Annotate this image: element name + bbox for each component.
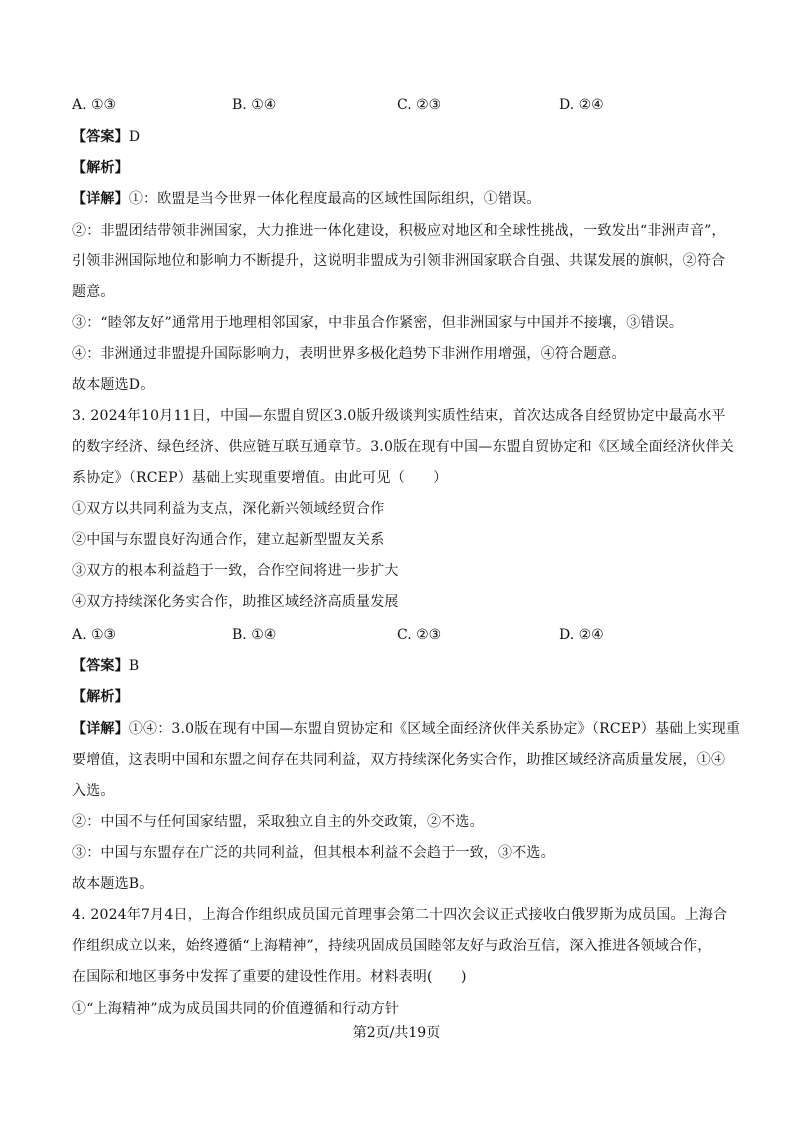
q3-detail-line: 入选。 [72,783,115,799]
option-d: D. ②④ [559,97,604,113]
q3-analysis-title: 【解析】 [72,689,129,705]
q2-options [72,95,732,115]
q3-stem-line: 系协定》（RCEP）基础上实现重要增值。由此可见（ ） [72,470,448,486]
q3-stem-line: 的数字经济、绿色经济、供应链互联互通章节。3.0版在现有中国—东盟自贸协定和《区域全面经济伙伴关 [72,439,734,455]
q2-detail-line: 引领非洲国际地位和影响力不断提升，这说明非盟成为引领非洲国家联合自强、共谋发展的旗帜，②符合 [72,253,726,269]
q3-statement: ①双方以共同利益为支点，深化新兴领域经贸合作 [72,501,385,517]
q3-stem-line: 3. 2024年10月11日，中国—东盟自贸区3.0版升级谈判实质性结束，首次达成各自经贸协定中最高水平 [72,408,726,424]
option-a: A. ①③ [72,627,117,643]
page-footer: 第2页/共19页 [352,1025,441,1041]
q2-analysis-title: 【解析】 [72,160,129,176]
q2-detail-line: 题意。 [72,284,115,300]
q3-options [72,625,732,645]
q3-detail-line: 要增值，这表明中国和东盟之间存在共同利益，双方持续深化务实合作，助推区域经济高质量发展，①④ [72,752,726,768]
q3-answer [72,656,732,676]
q2-answer [72,127,732,147]
q2-detail-line: 【详解】①：欧盟是当今世界一体化程度最高的区域性国际组织，①错误。 [72,191,541,207]
option-c: C. ②③ [397,627,442,643]
answer-label: 【答案】 [72,658,129,674]
q3-detail-line: 【详解】①④：3.0版在现有中国—东盟自贸协定和《区域全面经济伙伴关系协定》（RCEP）基础上实现重 [72,721,741,737]
q2-detail-line: ②：非盟团结带领非洲国家，大力推进一体化建设，积极应对地区和全球性挑战，一致发出“非洲声音”， [72,223,726,239]
q3-conclusion: 故本题选B。 [72,876,154,892]
q3-detail-line: ②：中国不与任何国家结盟，采取独立自主的外交政策，②不选。 [72,814,484,830]
option-c: C. ②③ [397,97,442,113]
option-b: B. ①④ [232,627,277,643]
q3-statement: ③双方的根本利益趋于一致，合作空间将进一步扩大 [72,563,399,579]
q4-stem-line: 在国际和地区事务中发挥了重要的建设性作用。材料表明( ) [72,969,467,985]
q3-detail-line: ③：中国与东盟存在广泛的共同利益，但其根本利益不会趋于一致，③不选。 [72,845,555,861]
answer-value: B [128,658,140,674]
q4-stem-line: 4. 2024年7月4日，上海合作组织成员国元首理事会第二十四次会议正式接收白俄罗斯为成员国。上海合 [72,907,728,923]
option-b: B. ①④ [232,97,277,113]
q2-conclusion: 故本题选D。 [72,377,155,393]
q2-detail-line: ③：“睦邻友好”通常用于地理相邻国家，中非虽合作紧密，但非洲国家与中国并不接壤，③错误。 [72,315,684,331]
answer-value: D [128,129,141,145]
option-a: A. ①③ [72,97,117,113]
answer-label: 【答案】 [72,129,129,145]
q3-statement: ②中国与东盟良好沟通合作，建立起新型盟友关系 [72,532,385,548]
q3-statement: ④双方持续深化务实合作，助推区域经济高质量发展 [72,594,399,610]
q4-statement: ①“上海精神”成为成员国共同的价值遵循和行动方针 [72,1001,400,1017]
q2-detail-line: ④：非洲通过非盟提升国际影响力，表明世界多极化趋势下非洲作用增强，④符合题意。 [72,346,626,362]
q4-stem-line: 作组织成立以来，始终遵循“上海精神”，持续巩固成员国睦邻友好与政治互信，深入推进各领域合作， [72,938,712,954]
option-d: D. ②④ [559,627,604,643]
